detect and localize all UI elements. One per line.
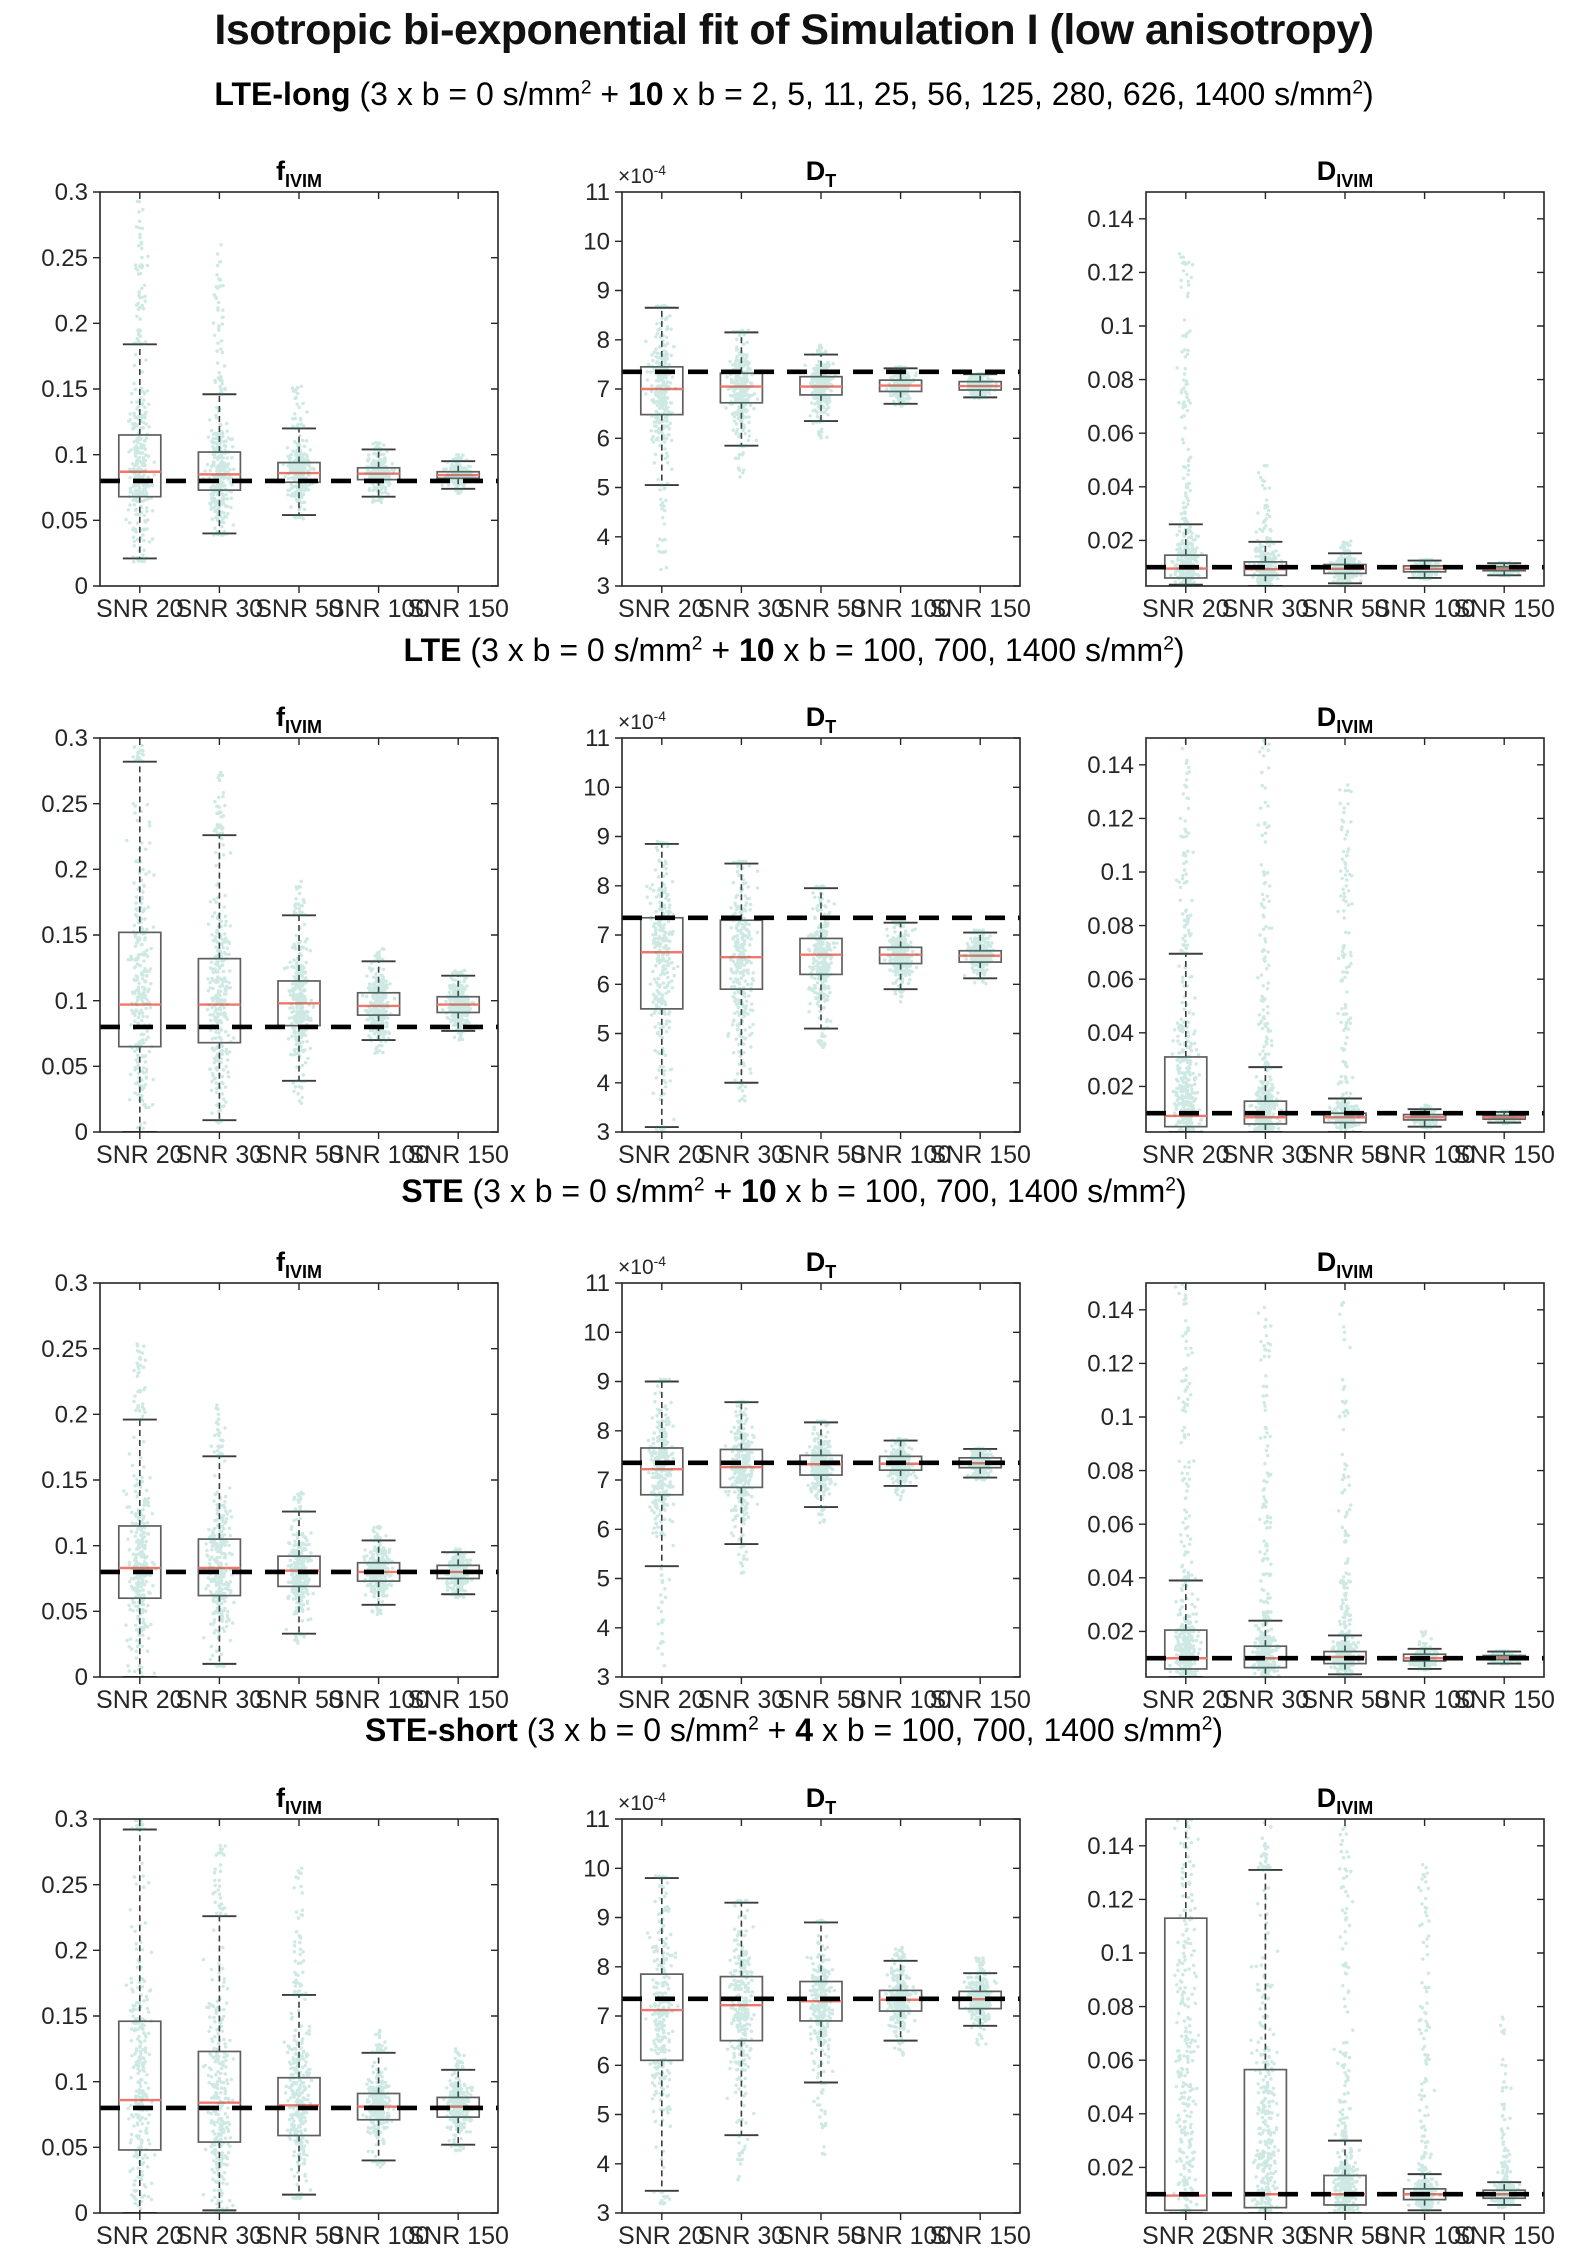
y-tick-label: 3 xyxy=(596,1664,610,1692)
scatter-layer xyxy=(1174,1814,1520,2216)
x-tick-label: SNR 20 xyxy=(1142,1686,1230,1714)
x-tick-label: SNR 20 xyxy=(1142,1141,1230,1169)
scatter-points xyxy=(1253,1307,1280,1681)
scatter-layer xyxy=(127,746,474,1129)
y-tick-label: 0.02 xyxy=(1087,1073,1134,1101)
axis-frame xyxy=(1146,738,1544,1132)
x-tick-label: SNR 150 xyxy=(1453,1141,1555,1169)
panel-title: $D_T$ xyxy=(805,1247,837,1282)
panel-STE-D_T xyxy=(534,1247,1060,1719)
y-tick-label: 0.06 xyxy=(1087,2047,1134,2075)
x-tick-label: SNR 50 xyxy=(255,2222,343,2250)
y-tick-label: 0.3 xyxy=(54,179,88,207)
y-tick-label: 4 xyxy=(596,523,610,551)
scatter-points xyxy=(968,374,996,399)
y-tick-label: 0.15 xyxy=(41,1467,88,1495)
panel-title: $D_T$ xyxy=(805,1783,837,1818)
scatter-points xyxy=(728,861,758,1101)
panel-title: $D_{IVIM}$ xyxy=(1316,156,1374,191)
panel-LTE-long-D_T xyxy=(534,156,1060,628)
subtitle-segment: LTE-long xyxy=(214,76,351,112)
x-tick-label: SNR 150 xyxy=(929,595,1031,623)
x-tick-label: SNR 100 xyxy=(327,2222,430,2250)
x-tick-label: SNR 30 xyxy=(697,2222,786,2250)
subtitle-segment: + xyxy=(704,1173,742,1209)
x-tick-label: SNR 20 xyxy=(618,595,706,623)
y-tick-label: 0.15 xyxy=(41,376,88,404)
x-tick-label: SNR 100 xyxy=(1373,2222,1476,2250)
panel-title: $D_T$ xyxy=(805,156,837,191)
x-tick-label: SNR 20 xyxy=(96,595,184,623)
y-axis-exponent: $\times 10^{-4}$ xyxy=(618,162,667,188)
x-tick-label: SNR 20 xyxy=(96,1141,184,1169)
scatter-points xyxy=(807,1920,834,2154)
x-tick-label: SNR 30 xyxy=(697,1686,786,1714)
x-tick-label: SNR 20 xyxy=(96,1686,184,1714)
y-tick-label: 0.05 xyxy=(41,1598,88,1626)
y-tick-label: 0.1 xyxy=(54,441,88,469)
panel-STE-short-D_T xyxy=(534,1783,1060,2255)
y-tick-label: 0.2 xyxy=(54,310,88,338)
x-tick-label: SNR 150 xyxy=(407,2222,509,2250)
y-tick-label: 0.08 xyxy=(1087,912,1134,940)
subtitle-segment: + xyxy=(758,1712,796,1748)
x-tick-label: SNR 30 xyxy=(697,595,786,623)
scatter-layer xyxy=(646,306,997,570)
y-tick-label: 6 xyxy=(596,2052,610,2080)
y-tick-label: 11 xyxy=(585,179,610,207)
y-tick-label: 11 xyxy=(585,1270,610,1298)
subtitle-segment: 2 xyxy=(1165,1174,1176,1196)
y-tick-label: 4 xyxy=(596,1614,610,1642)
subtitle-segment: + xyxy=(591,76,628,112)
scatter-points xyxy=(1409,1865,1440,2213)
panel-title: $f_{IVIM}$ xyxy=(275,156,323,191)
y-tick-label: 0 xyxy=(74,1119,88,1147)
x-tick-label: SNR 100 xyxy=(327,1686,430,1714)
y-tick-label: 7 xyxy=(596,922,610,950)
subtitle-segment: LTE xyxy=(403,632,462,668)
x-tick-label: SNR 100 xyxy=(849,2222,952,2250)
panel-title: $D_{IVIM}$ xyxy=(1316,1783,1374,1818)
scatter-layer xyxy=(646,1876,997,2204)
x-tick-label: SNR 100 xyxy=(327,1141,430,1169)
x-tick-label: SNR 20 xyxy=(1142,2222,1230,2250)
x-tick-label: SNR 50 xyxy=(1301,2222,1389,2250)
scatter-points xyxy=(208,772,234,1122)
x-tick-label: SNR 20 xyxy=(618,1686,706,1714)
scatter-layer xyxy=(647,841,994,1131)
subtitle-segment: 10 xyxy=(741,1173,777,1209)
y-tick-label: 0.05 xyxy=(41,507,88,535)
subtitle-segment: 2 xyxy=(1352,77,1364,99)
subtitle-segment: ) xyxy=(1175,1173,1187,1209)
subtitle-segment: 2 xyxy=(1201,1713,1213,1735)
y-tick-label: 6 xyxy=(596,425,610,453)
y-tick-label: 0.3 xyxy=(54,1270,88,1298)
x-tick-label: SNR 150 xyxy=(407,595,509,623)
y-tick-label: 0.14 xyxy=(1087,751,1134,779)
y-tick-label: 9 xyxy=(596,1904,610,1932)
scatter-points xyxy=(363,949,395,1053)
x-tick-label: SNR 100 xyxy=(1373,1141,1476,1169)
x-tick-label: SNR 30 xyxy=(1221,1686,1310,1714)
subtitle-segment: STE xyxy=(401,1173,464,1209)
scatter-layer xyxy=(126,201,474,562)
y-tick-label: 0.2 xyxy=(54,1937,88,1965)
y-tick-label: 0.05 xyxy=(41,2134,88,2162)
panel-title: $D_T$ xyxy=(805,702,837,737)
y-tick-label: 5 xyxy=(596,1020,610,1048)
subtitle-segment: (3 x b = 0 s/mm xyxy=(461,632,692,668)
y-tick-label: 0.25 xyxy=(41,244,88,272)
y-tick-label: 11 xyxy=(585,725,610,753)
y-tick-label: 7 xyxy=(596,376,610,404)
scatter-layer xyxy=(1172,741,1520,1135)
y-tick-label: 10 xyxy=(583,228,610,256)
y-tick-label: 0.1 xyxy=(1100,1404,1134,1432)
y-tick-label: 0 xyxy=(74,573,88,601)
y-tick-label: 0.15 xyxy=(41,2003,88,2031)
x-tick-label: SNR 30 xyxy=(697,1141,786,1169)
y-tick-label: 0.05 xyxy=(41,1053,88,1081)
y-tick-label: 0.12 xyxy=(1087,1350,1134,1378)
scatter-points xyxy=(1491,2017,1519,2207)
x-tick-label: SNR 30 xyxy=(1221,1141,1310,1169)
y-tick-label: 5 xyxy=(596,1565,610,1593)
axis-frame xyxy=(1146,192,1544,586)
scatter-points xyxy=(1172,742,1202,1134)
x-tick-label: SNR 30 xyxy=(175,1686,264,1714)
panel-LTE-long-D_IVIM xyxy=(1058,156,1584,628)
y-tick-label: 6 xyxy=(596,1516,610,1544)
subtitle-segment: + xyxy=(702,632,739,668)
y-tick-label: 4 xyxy=(596,1069,610,1097)
y-tick-label: 0.08 xyxy=(1087,1993,1134,2021)
y-tick-label: 0.04 xyxy=(1087,473,1134,501)
y-tick-label: 6 xyxy=(596,971,610,999)
x-tick-label: SNR 30 xyxy=(1221,595,1310,623)
y-tick-label: 8 xyxy=(596,326,610,354)
scatter-points xyxy=(1334,1826,1360,2214)
panel-title: $f_{IVIM}$ xyxy=(275,1783,323,1818)
scatter-points xyxy=(284,1868,311,2198)
subtitle-segment: 4 xyxy=(795,1712,814,1748)
scatter-layer xyxy=(1170,1284,1521,1681)
x-tick-label: SNR 50 xyxy=(777,2222,865,2250)
y-tick-label: 3 xyxy=(596,1119,610,1147)
x-tick-label: SNR 30 xyxy=(175,595,264,623)
panel-title: $D_{IVIM}$ xyxy=(1316,702,1374,737)
y-tick-label: 0.14 xyxy=(1087,1296,1134,1324)
x-tick-label: SNR 100 xyxy=(849,1686,952,1714)
y-axis-exponent: $\times 10^{-4}$ xyxy=(618,1253,667,1279)
y-tick-label: 0.1 xyxy=(54,1532,88,1560)
scatter-points xyxy=(886,1438,917,1499)
x-tick-label: SNR 150 xyxy=(1453,1686,1555,1714)
y-tick-label: 4 xyxy=(596,2150,610,2178)
y-tick-label: 0 xyxy=(74,1664,88,1692)
y-tick-label: 0.2 xyxy=(54,856,88,884)
panel-LTE-long-f_IVIM xyxy=(12,156,538,628)
x-tick-label: SNR 150 xyxy=(929,1141,1031,1169)
subtitle-segment: 10 xyxy=(628,76,664,112)
y-tick-label: 8 xyxy=(596,1953,610,1981)
x-tick-label: SNR 30 xyxy=(1221,2222,1310,2250)
scatter-points xyxy=(203,1846,233,2213)
x-tick-label: SNR 20 xyxy=(618,2222,706,2250)
panel-title: $D_{IVIM}$ xyxy=(1316,1247,1374,1282)
y-tick-label: 10 xyxy=(583,1855,610,1883)
y-tick-label: 0.02 xyxy=(1087,527,1134,555)
y-tick-label: 3 xyxy=(596,573,610,601)
scatter-layer xyxy=(648,1379,992,1665)
subtitle-segment: STE-short xyxy=(364,1712,518,1748)
scatter-points xyxy=(1329,785,1360,1135)
subtitle-segment: x b = 100, 700, 1400 s/mm xyxy=(813,1712,1202,1748)
y-tick-label: 0.04 xyxy=(1087,1019,1134,1047)
subtitle-segment: (3 x b = 0 s/mm xyxy=(517,1712,749,1748)
scatter-points xyxy=(809,886,837,1047)
y-tick-label: 3 xyxy=(596,2200,610,2228)
subtitle-segment: (3 x b = 0 s/mm xyxy=(350,76,581,112)
y-tick-label: 0.2 xyxy=(54,1401,88,1429)
y-tick-label: 0.1 xyxy=(1100,1940,1134,1968)
subtitle-segment: ) xyxy=(1173,632,1185,668)
x-tick-label: SNR 50 xyxy=(255,595,343,623)
y-tick-label: 0.02 xyxy=(1087,1618,1134,1646)
row-subtitle-ste xyxy=(0,1173,1588,1210)
y-tick-label: 0.1 xyxy=(1100,313,1134,341)
scatter-points xyxy=(886,1948,916,2056)
figure-title: Isotropic bi-exponential fit of Simulation I (low anisotropy) xyxy=(214,6,1374,54)
scatter-points xyxy=(1410,1632,1438,1670)
y-tick-label: 0.1 xyxy=(54,2068,88,2096)
scatter-points xyxy=(1331,1303,1359,1677)
panel-LTE-D_T xyxy=(534,702,1060,1174)
x-tick-label: SNR 150 xyxy=(407,1686,509,1714)
x-tick-label: SNR 50 xyxy=(255,1686,343,1714)
panel-STE-short-D_IVIM xyxy=(1058,1783,1584,2255)
subtitle-segment: x b = 100, 700, 1400 s/mm xyxy=(774,632,1164,668)
y-tick-label: 8 xyxy=(596,872,610,900)
y-tick-label: 0.08 xyxy=(1087,366,1134,394)
scatter-points xyxy=(646,306,676,570)
y-tick-label: 11 xyxy=(585,1806,610,1834)
subtitle-segment: 10 xyxy=(738,632,775,668)
y-tick-label: 9 xyxy=(596,823,610,851)
subtitle-segment: 2 xyxy=(580,77,592,99)
y-tick-label: 0.04 xyxy=(1087,2100,1134,2128)
x-tick-label: SNR 100 xyxy=(1373,595,1476,623)
y-tick-label: 0.3 xyxy=(54,725,88,753)
x-tick-label: SNR 150 xyxy=(929,2222,1031,2250)
panel-LTE-f_IVIM xyxy=(12,702,538,1174)
x-tick-label: SNR 50 xyxy=(255,1141,343,1169)
y-tick-label: 0.04 xyxy=(1087,1564,1134,1592)
x-tick-label: SNR 150 xyxy=(1453,2222,1555,2250)
scatter-points xyxy=(366,443,395,503)
y-tick-label: 0.06 xyxy=(1087,966,1134,994)
x-tick-label: SNR 150 xyxy=(407,1141,509,1169)
y-tick-label: 7 xyxy=(596,1467,610,1495)
scatter-points xyxy=(1170,1284,1201,1679)
row-subtitle-lte-long xyxy=(0,76,1588,113)
x-tick-label: SNR 150 xyxy=(1453,595,1555,623)
scatter-points xyxy=(1174,1814,1199,2216)
boxplot-layer xyxy=(1165,1806,1525,2213)
x-tick-label: SNR 50 xyxy=(1301,1686,1389,1714)
y-tick-label: 0.06 xyxy=(1087,1511,1134,1539)
x-tick-label: SNR 30 xyxy=(175,2222,264,2250)
scatter-points xyxy=(444,2049,473,2151)
scatter-points xyxy=(124,1344,156,1677)
x-tick-label: SNR 50 xyxy=(777,1686,865,1714)
boxplot-layer xyxy=(119,762,479,1132)
panel-title: $f_{IVIM}$ xyxy=(275,1247,323,1282)
y-tick-label: 0.12 xyxy=(1087,259,1134,287)
x-tick-label: SNR 100 xyxy=(327,595,430,623)
subtitle-segment: (3 x b = 0 s/mm xyxy=(463,1173,694,1209)
panel-STE-f_IVIM xyxy=(12,1247,538,1719)
x-tick-label: SNR 30 xyxy=(175,1141,264,1169)
y-axis-exponent: $\times 10^{-4}$ xyxy=(618,708,667,734)
x-tick-label: SNR 150 xyxy=(929,1686,1031,1714)
scatter-points xyxy=(203,245,233,535)
y-tick-label: 0.14 xyxy=(1087,1832,1134,1860)
y-tick-label: 0.12 xyxy=(1087,805,1134,833)
y-tick-label: 0.25 xyxy=(41,790,88,818)
scatter-points xyxy=(648,1379,673,1665)
panel-STE-short-f_IVIM xyxy=(12,1783,538,2255)
y-axis-exponent: $\times 10^{-4}$ xyxy=(618,1789,667,1815)
panel-LTE-D_IVIM xyxy=(1058,702,1584,1174)
scatter-points xyxy=(805,345,835,438)
y-tick-label: 0.1 xyxy=(1100,859,1134,887)
subtitle-segment: x b = 2, 5, 11, 25, 56, 125, 280, 626, 1400 s/mm xyxy=(663,76,1353,112)
x-tick-label: SNR 100 xyxy=(849,595,952,623)
scatter-points xyxy=(1171,254,1202,589)
x-tick-label: SNR 20 xyxy=(96,2222,184,2250)
scatter-points xyxy=(363,2030,394,2167)
x-tick-label: SNR 50 xyxy=(777,1141,865,1169)
subtitle-segment: ) xyxy=(1363,76,1374,112)
axis-frame xyxy=(100,192,498,586)
scatter-points xyxy=(964,1958,996,2045)
subtitle-segment: 2 xyxy=(748,1713,759,1735)
subtitle-segment: ) xyxy=(1212,1712,1224,1748)
scatter-points xyxy=(283,386,314,519)
scatter-points xyxy=(1249,741,1281,1134)
x-tick-label: SNR 100 xyxy=(849,1141,952,1169)
y-tick-label: 5 xyxy=(596,474,610,502)
boxplot-layer xyxy=(641,1878,1001,2191)
y-tick-label: 0.06 xyxy=(1087,420,1134,448)
scatter-points xyxy=(647,841,678,1131)
iqr-box xyxy=(1165,1918,1207,2210)
subtitle-segment: 2 xyxy=(691,633,703,655)
y-tick-label: 0.25 xyxy=(41,1335,88,1363)
subtitle-segment: 2 xyxy=(693,1174,705,1196)
y-tick-label: 5 xyxy=(596,2101,610,2129)
y-tick-label: 0.1 xyxy=(54,987,88,1015)
y-tick-label: 10 xyxy=(583,774,610,802)
x-tick-label: SNR 20 xyxy=(1142,595,1230,623)
y-tick-label: 0.14 xyxy=(1087,205,1134,233)
x-tick-label: SNR 100 xyxy=(1373,1686,1476,1714)
y-tick-label: 0.3 xyxy=(54,1806,88,1834)
y-tick-label: 7 xyxy=(596,2003,610,2031)
subtitle-segment: 2 xyxy=(1163,633,1174,655)
y-tick-label: 0.12 xyxy=(1087,1886,1134,1914)
panel-STE-D_IVIM xyxy=(1058,1247,1584,1719)
y-tick-label: 0.15 xyxy=(41,922,88,950)
x-tick-label: SNR 50 xyxy=(777,595,865,623)
y-tick-label: 9 xyxy=(596,277,610,305)
y-tick-label: 0.08 xyxy=(1087,1457,1134,1485)
y-tick-label: 0.02 xyxy=(1087,2154,1134,2182)
y-tick-label: 10 xyxy=(583,1319,610,1347)
x-tick-label: SNR 50 xyxy=(1301,595,1389,623)
y-tick-label: 0 xyxy=(74,2200,88,2228)
y-tick-label: 8 xyxy=(596,1417,610,1445)
y-tick-label: 0.25 xyxy=(41,1871,88,1899)
scatter-layer xyxy=(1171,254,1519,589)
scatter-layer xyxy=(124,1344,472,1677)
x-tick-label: SNR 50 xyxy=(1301,1141,1389,1169)
subtitle-segment: x b = 100, 700, 1400 s/mm xyxy=(776,1173,1166,1209)
y-tick-label: 9 xyxy=(596,1368,610,1396)
row-subtitle-lte xyxy=(0,632,1588,669)
panel-title: $f_{IVIM}$ xyxy=(275,702,323,737)
x-tick-label: SNR 20 xyxy=(618,1141,706,1169)
